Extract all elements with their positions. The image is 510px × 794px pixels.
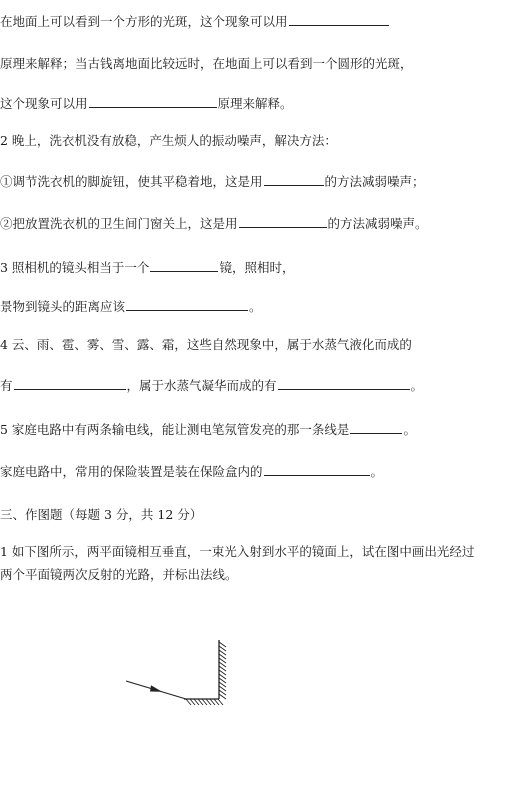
- question-3-text-1: 3 照相机的镜头相当于一个: [0, 260, 150, 275]
- question-4-text-2c: 。: [410, 378, 424, 393]
- question-light-text-3b: 原理来解释。: [217, 96, 293, 111]
- question-5-text-2: 家庭电路中，常用的保险装置是装在保险盒内的: [0, 464, 263, 479]
- question-2-a-text: ①调节洗衣机的脚旋钮，使其平稳着地，这是用: [0, 174, 263, 189]
- question-5-text-1: 5 家庭电路中有两条输电线，能让测电笔氖管发亮的那一条线是: [0, 422, 350, 437]
- question-2-title-text: 2 晚上，洗衣机没有放稳，产生烦人的振动噪声，解决方法：: [0, 133, 337, 148]
- horizontal-mirror-hatching: [186, 699, 223, 705]
- question-4-text-2b: ，属于水蒸气凝华而成的有: [126, 378, 277, 393]
- question-2-b-text: ②把放置洗衣机的卫生间门窗关上，这是用: [0, 216, 238, 231]
- question-2-b-suffix: 的方法减弱噪声。: [327, 216, 428, 231]
- question-5-text-2b: 。: [370, 464, 384, 479]
- drawing-question-text-1: 1 如下图所示，两平面镜相互垂直，一束光入射到水平的镜面上，试在图中画出光经过: [0, 544, 475, 559]
- question-5-text-1b: 。: [403, 422, 416, 437]
- question-light-text-3a: 这个现象可以用: [0, 96, 88, 111]
- question-3-text-1b: 镜，照相时，: [219, 260, 295, 275]
- question-4-text-2a: 有: [0, 378, 13, 393]
- question-light-text-1: 在地面上可以看到一个方形的光斑，这个现象可以用: [0, 14, 288, 29]
- question-2-a-suffix: 的方法减弱噪声；: [324, 174, 425, 189]
- question-light-text-2: 原理来解释；当古钱离地面比较远时，在地面上可以看到一个圆形的光斑，: [0, 56, 413, 71]
- question-3-text-2: 景物到镜头的距离应该: [0, 299, 126, 314]
- section-3-heading-text: 三、作图题（每题 3 分，共 12 分）: [0, 507, 203, 522]
- vertical-mirror-hatching: [219, 642, 226, 699]
- drawing-question-text-2: 两个平面镜两次反射的光路，并标出法线。: [0, 567, 238, 582]
- question-4-text-1: 4 云、雨、雹、雾、雪、露、霜，这些自然现象中，属于水蒸气液化而成的: [0, 337, 412, 352]
- question-3-text-2b: 。: [249, 299, 262, 314]
- arrow-icon: [150, 685, 162, 692]
